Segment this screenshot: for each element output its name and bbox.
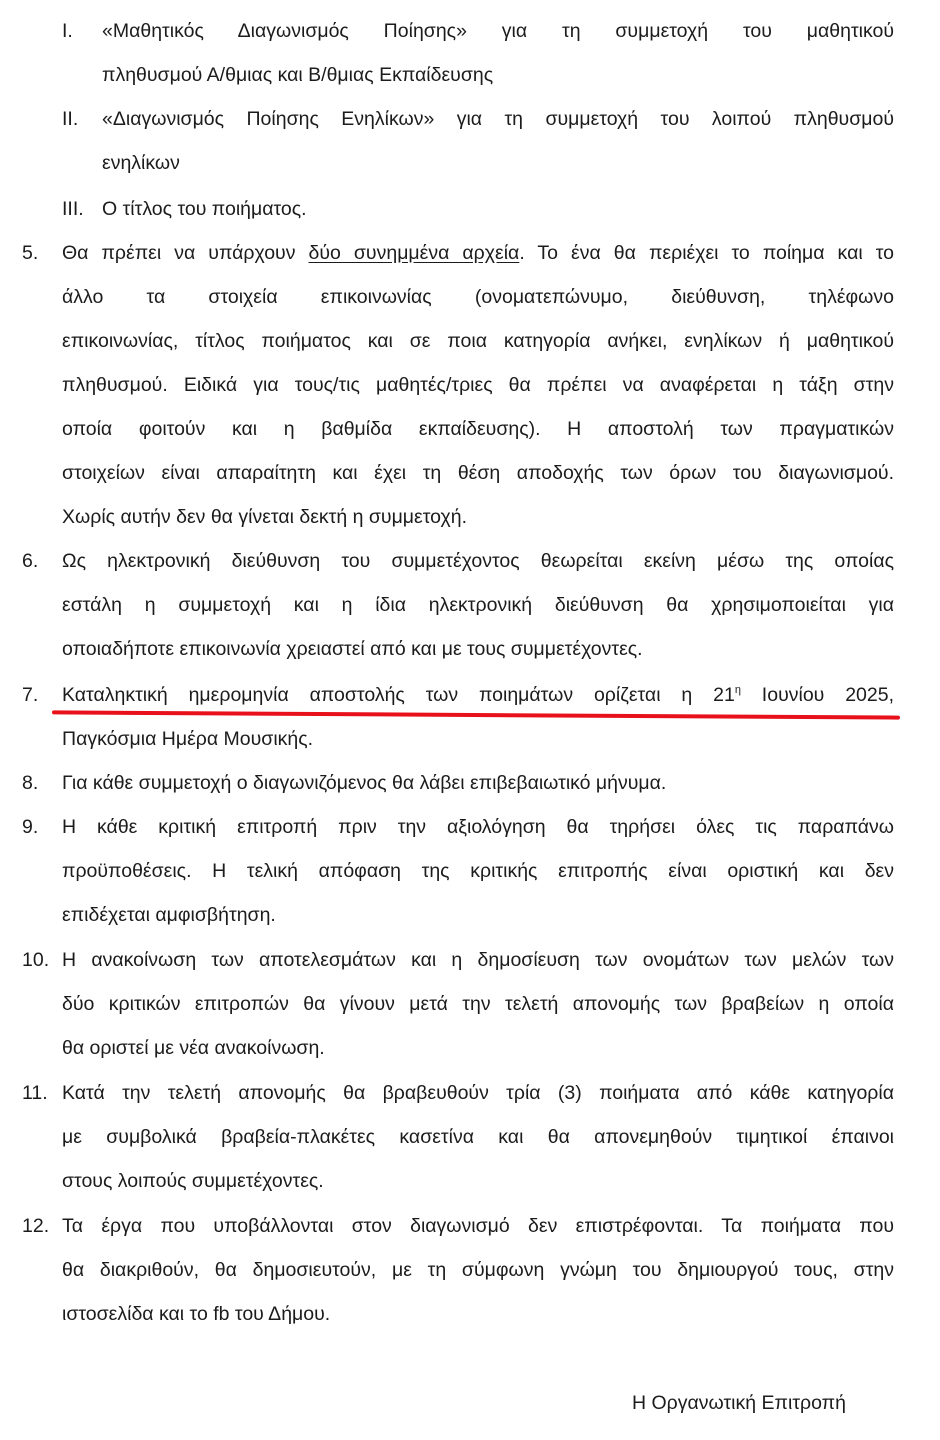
deadline-text-part: Ιουνίου 2025, [740, 684, 894, 706]
item-text: ιστοσελίδα και το fb του Δήμου. [62, 1303, 331, 1325]
subitem-text: Ο τίτλος του ποιήματος. [102, 198, 307, 220]
item-number: 6. [22, 550, 39, 572]
item-text: Τα έργα που υποβάλλονται στον διαγωνισμό δεν επιστρέφονται. Τα ποιήματα που [62, 1215, 894, 1237]
item-text: Η ανακοίνωση των αποτελεσμάτων και η δημοσίευση των ονομάτων των μελών των [62, 949, 894, 971]
item-text: Κατά την τελετή απονομής θα βραβευθούν τρία (3) ποιήματα από κάθε κατηγορία [62, 1082, 894, 1104]
subitem-text: «Μαθητικός Διαγωνισμός Ποίησης» για τη συμμετοχή του μαθητικού [102, 20, 894, 42]
item-text: Για κάθε συμμετοχή ο διαγωνιζόμενος θα λάβει επιβεβαιωτικό μήνυμα. [62, 772, 667, 794]
item-text: Χωρίς αυτήν δεν θα γίνεται δεκτή η συμμετοχή. [62, 506, 467, 528]
item-number: 5. [22, 242, 39, 264]
ordinal-superscript: η [734, 684, 741, 696]
item-text: στους λοιπούς συμμετέχοντες. [62, 1170, 324, 1192]
item-text: εστάλη η συμμετοχή και η ίδια ηλεκτρονική διεύθυνση θα χρησιμοποιείται για [62, 594, 894, 616]
signature: Η Οργανωτική Επιτροπή [632, 1392, 846, 1414]
item-text: στοιχείων είναι απαραίτητη και έχει τη θέση αποδοχής των όρων του διαγωνισμού. [62, 462, 894, 484]
item-number: 7. [22, 684, 39, 706]
item-text: δύο κριτικών επιτροπών θα γίνουν μετά την τελετή απονομής των βραβείων η οποία [62, 993, 894, 1015]
item-text: επιδέχεται αμφισβήτηση. [62, 904, 276, 926]
subitem-text: «Διαγωνισμός Ποίησης Ενηλίκων» για τη συμμετοχή του λοιπού πληθυσμού [102, 108, 894, 130]
red-highlight-underline [52, 710, 900, 719]
item-text: οποία φοιτούν και η βαθμίδα εκπαίδευσης). Η αποστολή των πραγματικών [62, 418, 894, 440]
item-text: με συμβολικά βραβεία-πλακέτες κασετίνα και θα απονεμηθούν τιμητικοί έπαινοι [62, 1126, 894, 1148]
item-text [62, 240, 894, 266]
item-text: πληθυσμού. Ειδικά για τους/τις μαθητές/τριες θα πρέπει να αναφέρεται η τάξη στην [62, 374, 894, 396]
subitem-number: I. [62, 20, 73, 42]
underlined-phrase: δύο συνημμένα αρχεία [308, 242, 520, 264]
subitem-text: πληθυσμού Α/θμιας και Β/θμιας Εκπαίδευσης [102, 64, 494, 86]
subitem-number: III. [62, 198, 84, 220]
deadline-text [62, 682, 894, 708]
item-text: θα οριστεί με νέα ανακοίνωση. [62, 1037, 325, 1059]
item-text: Ως ηλεκτρονική διεύθυνση του συμμετέχοντος θεωρείται εκείνη μέσω της οποίας [62, 550, 894, 572]
item-text: θα διακριθούν, θα δημοσιευτούν, με τη σύμφωνη γνώμη του δημιουργού τους, στην [62, 1259, 894, 1281]
item-number: 8. [22, 772, 39, 794]
subitem-number: II. [62, 108, 79, 130]
subitem-text: ενηλίκων [102, 152, 180, 174]
item-text: Η κάθε κριτική επιτροπή πριν την αξιολόγηση θα τηρήσει όλες τις παραπάνω [62, 816, 894, 838]
item-number: 12. [22, 1215, 50, 1237]
item-number: 10. [22, 949, 50, 971]
item-text: άλλο τα στοιχεία επικοινωνίας (ονοματεπώνυμο, διεύθυνση, τηλέφωνο [62, 286, 894, 308]
item-text: επικοινωνίας, τίτλος ποιήματος και σε ποια κατηγορία ανήκει, ενηλίκων ή μαθητικού [62, 330, 894, 352]
item-number: 11. [22, 1082, 48, 1104]
deadline-text-part: Καταληκτική ημερομηνία αποστολής των ποιημάτων ορίζεται η 21 [62, 684, 735, 706]
item-text: Παγκόσμια Ημέρα Μουσικής. [62, 728, 314, 750]
item-number: 9. [22, 816, 39, 838]
item-text-part: Θα πρέπει να υπάρχουν [62, 242, 309, 264]
item-text-part: . Το ένα θα περιέχει το ποίημα και το [519, 242, 894, 264]
item-text: προϋποθέσεις. Η τελική απόφαση της κριτικής επιτροπής είναι οριστική και δεν [62, 860, 894, 882]
item-text: οποιαδήποτε επικοινωνία χρειαστεί από και με τους συμμετέχοντες. [62, 638, 643, 660]
